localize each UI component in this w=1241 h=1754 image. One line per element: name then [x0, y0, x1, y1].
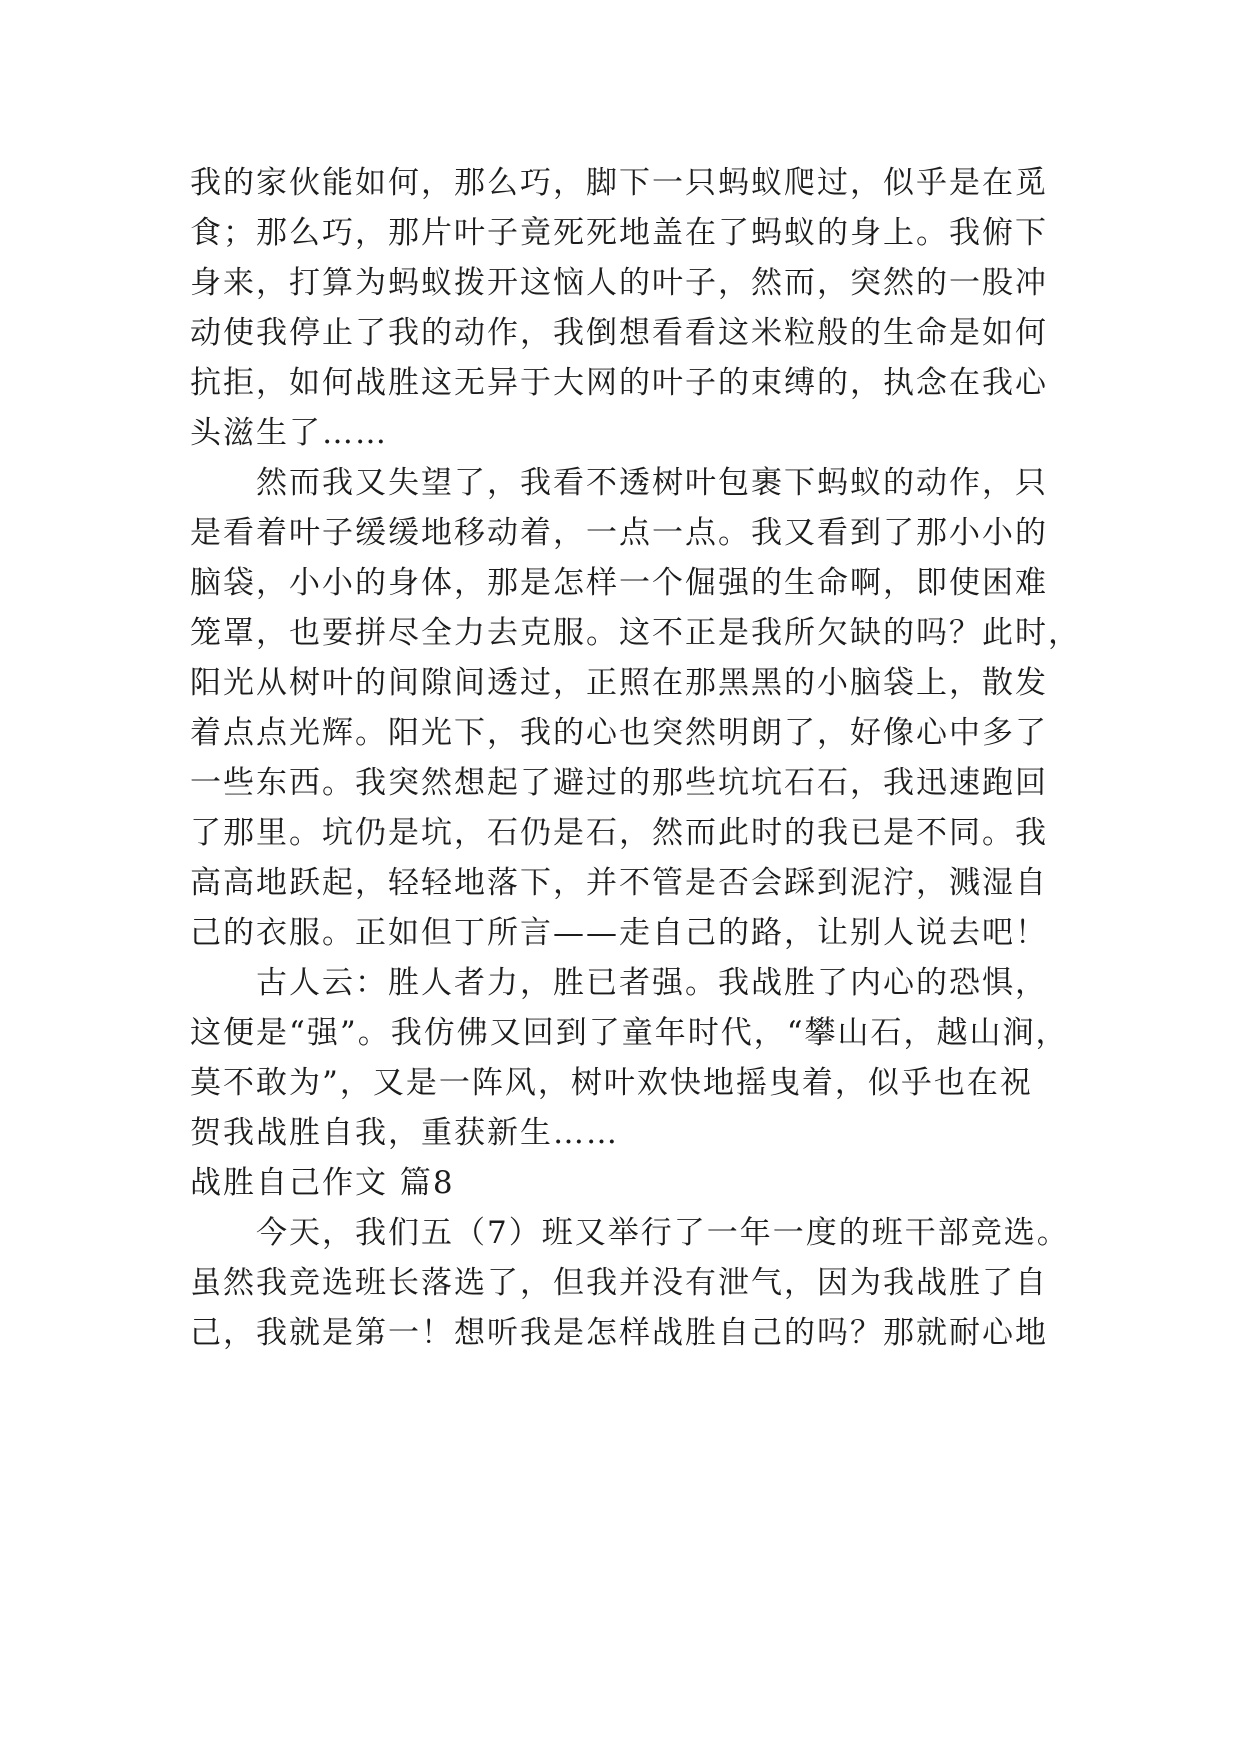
text-line: 了那里。坑仍是坑，石仍是石，然而此时的我已是不同。我 [190, 815, 1048, 851]
text-line: 己的衣服。正如但丁所言——走自己的路，让别人说去吧！ [190, 915, 1048, 951]
text-line: 身来，打算为蚂蚁拨开这恼人的叶子，然而，突然的一股冲 [190, 265, 1048, 301]
paragraph [190, 458, 1090, 958]
text-line: 这便是“强”。我仿佛又回到了童年时代，“攀山石，越山涧， [190, 1015, 1069, 1051]
text-line: 今天，我们五（7）班又举行了一年一度的班干部竞选。 [256, 1215, 1070, 1251]
text-line: 阳光从树叶的间隙间透过，正照在那黑黑的小脑袋上，散发 [190, 665, 1048, 701]
essay-body [190, 158, 1090, 1358]
text-line: 是看着叶子缓缓地移动着，一点一点。我又看到了那小小的 [190, 515, 1048, 551]
text-line: 己，我就是第一！想听我是怎样战胜自己的吗？那就耐心地 [190, 1315, 1048, 1351]
section-heading: 战胜自己作文 篇8 [190, 1165, 455, 1201]
text-line: 抗拒，如何战胜这无异于大网的叶子的束缚的，执念在我心 [190, 365, 1048, 401]
text-line: 古人云：胜人者力，胜已者强。我战胜了内心的恐惧， [256, 965, 1048, 1001]
text-line: 虽然我竞选班长落选了，但我并没有泄气，因为我战胜了自 [190, 1265, 1048, 1301]
text-line: 一些东西。我突然想起了避过的那些坑坑石石，我迅速跑回 [190, 765, 1048, 801]
paragraph [190, 158, 1090, 458]
text-line: 贺我战胜自我，重获新生…… [190, 1115, 619, 1151]
paragraph [190, 1208, 1090, 1358]
text-line: 笼罩，也要拼尽全力去克服。这不正是我所欠缺的吗？此时， [190, 615, 1081, 651]
text-line: 脑袋，小小的身体，那是怎样一个倔强的生命啊，即使困难 [190, 565, 1048, 601]
text-line: 高高地跃起，轻轻地落下，并不管是否会踩到泥泞，溅湿自 [190, 865, 1048, 901]
text-line: 食；那么巧，那片叶子竟死死地盖在了蚂蚁的身上。我俯下 [190, 215, 1048, 251]
text-line: 头滋生了…… [190, 415, 388, 451]
text-line: 然而我又失望了，我看不透树叶包裹下蚂蚁的动作，只 [256, 465, 1048, 501]
text-line: 我的家伙能如何，那么巧，脚下一只蚂蚁爬过，似乎是在觅 [190, 165, 1048, 201]
text-line: 着点点光辉。阳光下，我的心也突然明朗了，好像心中多了 [190, 715, 1048, 751]
paragraph [190, 958, 1090, 1158]
text-line: 莫不敢为”，又是一阵风，树叶欢快地摇曳着，似乎也在祝 [190, 1065, 1033, 1101]
text-line: 动使我停止了我的动作，我倒想看看这米粒般的生命是如何 [190, 315, 1048, 351]
